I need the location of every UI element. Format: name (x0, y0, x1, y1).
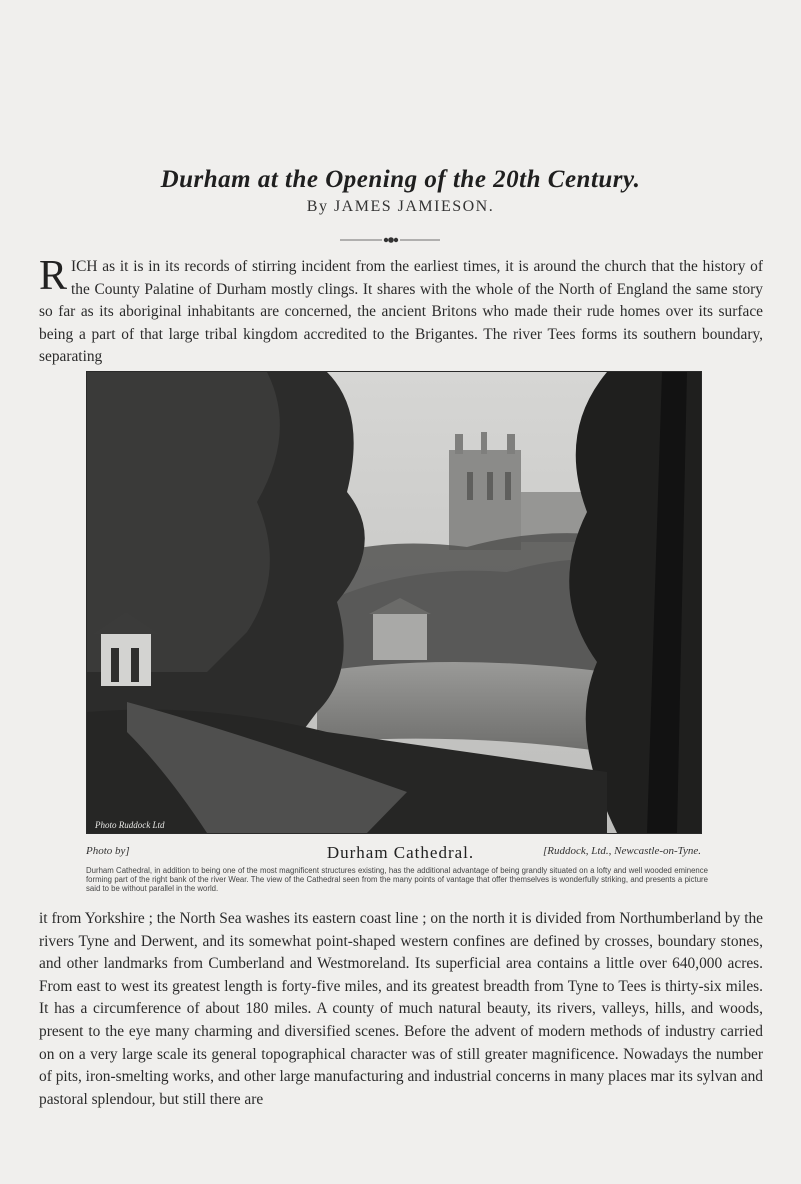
divider-ornament (340, 236, 440, 244)
intro-paragraph (39, 253, 763, 369)
cathedral-photo (86, 371, 702, 834)
intro-paragraph-text: ICH as it is in its records of stirring incident from the earliest times, it is around the church that the history of the County Palatine of Durham mostly clings. It shares with the whole of the North of England the same story so far as its aboriginal inhabitants are concerned, the ancient Britons who made their rude homes over its surface being a part of that large tribal kingdom accredited to the Brigantes. The river Tees forms its southern boundary, separating (39, 258, 763, 366)
photo-credit-right: [Ruddock, Ltd., Newcastle-on-Tyne. (542, 845, 701, 857)
article-title: Durham at the Opening of the 20th Century. (160, 166, 641, 193)
photo-credit-left: Photo by] (86, 845, 130, 857)
byline: By JAMES JAMIESON. (306, 198, 495, 215)
caption-text: Durham Cathedral, in addition to being one of the most magnificent structures existing, has the additional advantage of being grandly situated on a lofty and well wooded eminence forming part of the right bank of the river Wear. The view of the Cathedral seen from the many points of vantage that offer themselves is wonderfully striking, and presents a picture said to be without parallel in the world. (86, 866, 708, 893)
photo-watermark: Photo Ruddock Ltd (95, 820, 165, 830)
caption-title: Durham Cathedral. (326, 843, 475, 862)
body-paragraph: it from Yorkshire ; the North Sea washes its eastern coast line ; on the north it is divided from Northumberland by the rivers Tyne and Derwent, and its somewhat point-shaped western confines are defined by crosses, boundary stones, and other landmarks from Cumberland and Westmoreland. Its superficial area contains a little over 640,000 acres. From east to west its greatest length is forty-five miles, and its greatest breadth from Tyne to Tees is thirty-six miles. It has a circumference of about 180 miles. A county of much natural beauty, its rivers, valleys, hills, and woods, present to the eye many charming and diversified scenes. Before the advent of modern methods of industry carried on on a very large scale its general topographical character was of still greater magnificence. Nowadays the number of pits, iron-smelting works, and other large manufacturing and industrial concerns in many places mar its sylvan and pastoral splendour, but still there are (39, 910, 763, 1108)
drop-cap: R (39, 253, 68, 299)
